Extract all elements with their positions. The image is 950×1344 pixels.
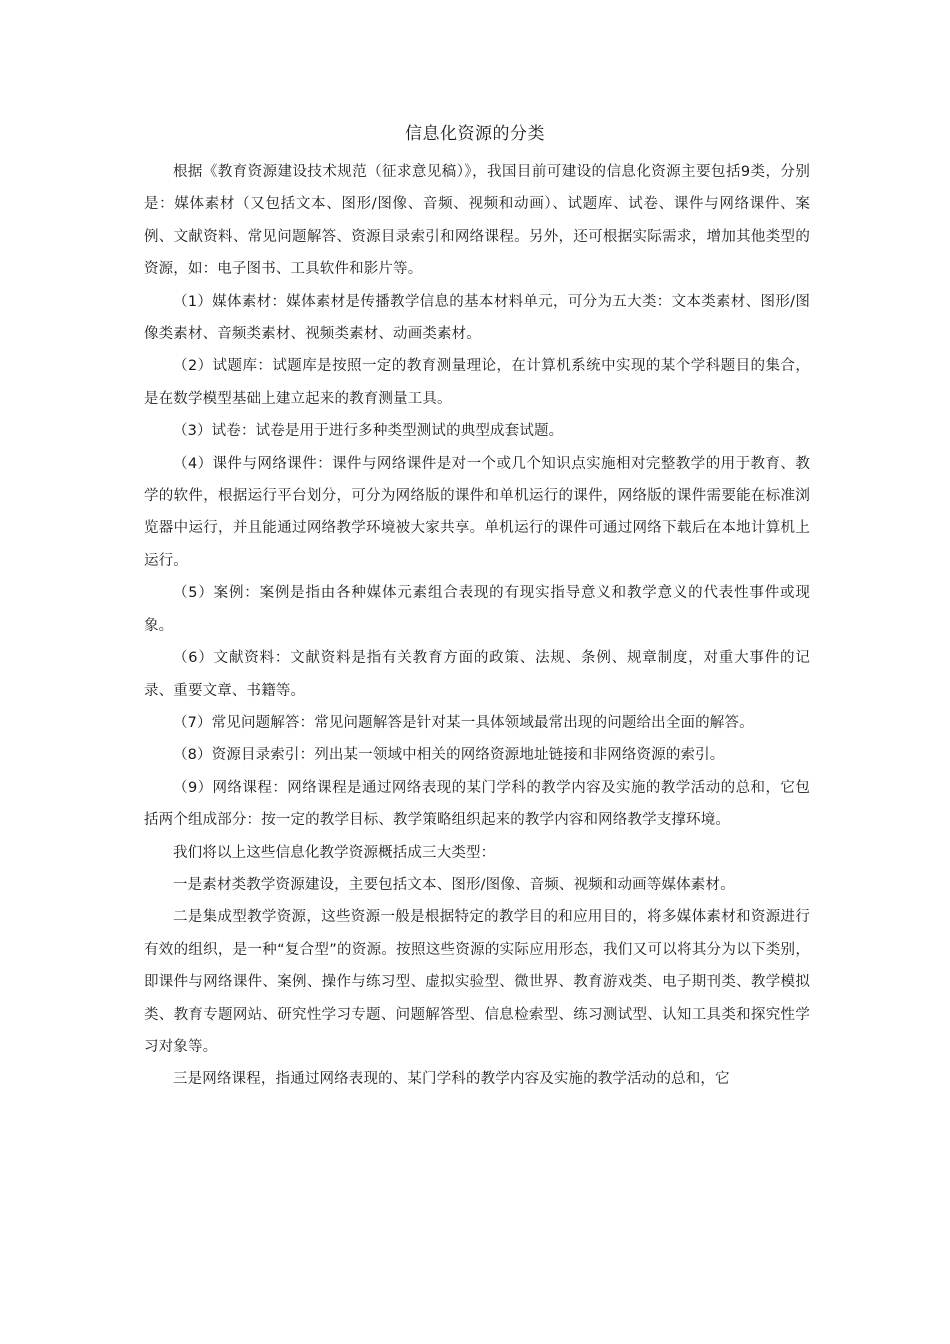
paragraph-online-course: （9）网络课程：网络课程是通过网络表现的某门学科的教学内容及实施的教学活动的总和，它包括两个组成部分：按一定的教学目标、教学策略组织起来的教学内容和网络教学支撑环境。 bbox=[144, 779, 810, 829]
paragraph-question-bank: （2）试题库：试题库是按照一定的教育测量理论，在计算机系统中实现的某个学科题目的集合，是在数学模型基础上建立起来的教育测量工具。 bbox=[144, 358, 810, 407]
paragraph-faq: （7）常见问题解答：常见问题解答是针对某一具体领域最常出现的问题给出全面的解答。 bbox=[173, 714, 754, 731]
paragraph-intro: 根据《教育资源建设技术规范（征求意见稿）》，我国目前可建设的信息化资源主要包括9类，分别是：媒体素材（又包括文本、图形/图像、音频、视频和动画）、试题库、试卷、课件与网络课件、案例、文献资料、常见问题解答、资源目录索引和网络课程。另外，还可根据实际需求，增加其他类型的资源，如：电子图书、工具软件和影片等。 bbox=[144, 164, 810, 278]
paragraph-test-paper: （3）试卷：试卷是用于进行多种类型测试的典型成套试题。 bbox=[173, 423, 564, 440]
paragraph-type-two: 二是集成型教学资源，这些资源一般是根据特定的教学目的和应用目的，将多媒体素材和资源进行有效的组织，是一种“复合型”的资源。按照这些资源的实际应用形态，我们又可以将其分为以下类别，即课件与网络课件、案例、操作与练习型、虚拟实验型、微世界、教育游戏类、电子期刊类、教学模拟类、教育专题网站、研究性学习专题、问题解答型、信息检索型、练习测试型、认知工具类和探究性学习对象等。 bbox=[144, 909, 810, 1055]
paragraph-type-one: 一是素材类教学资源建设，主要包括文本、图形/图像、音频、视频和动画等媒体素材。 bbox=[173, 876, 735, 893]
paragraph-summary-intro: 我们将以上这些信息化教学资源概括成三大类型： bbox=[173, 844, 496, 861]
document-title: 信息化资源的分类 bbox=[405, 124, 545, 144]
paragraph-courseware: （4）课件与网络课件：课件与网络课件是对一个或几个知识点实施相对完整教学的用于教育、教学的软件，根据运行平台划分，可分为网络版的课件和单机运行的课件，网络版的课件需要能在标准浏览器中运行，并且能通过网络教学环境被大家共享。单机运行的课件可通过网络下载后在本地计算机上运行。 bbox=[144, 455, 810, 569]
document-body bbox=[144, 156, 810, 1096]
paragraph-cases: （5）案例：案例是指由各种媒体元素组合表现的有现实指导意义和教学意义的代表性事件或现象。 bbox=[144, 585, 810, 634]
paragraph-type-three: 三是网络课程，指通过网络表现的、某门学科的教学内容及实施的教学活动的总和，它 bbox=[173, 1071, 730, 1088]
paragraph-resource-index: （8）资源目录索引：列出某一领域中相关的网络资源地址链接和非网络资源的索引。 bbox=[173, 747, 725, 764]
paragraph-media-materials: （1）媒体素材：媒体素材是传播教学信息的基本材料单元，可分为五大类：文本类素材、图形/图像类素材、音频类素材、视频类素材、动画类素材。 bbox=[144, 293, 810, 343]
paragraph-literature: （6）文献资料：文献资料是指有关教育方面的政策、法规、条例、规章制度，对重大事件的记录、重要文章、书籍等。 bbox=[144, 650, 810, 699]
